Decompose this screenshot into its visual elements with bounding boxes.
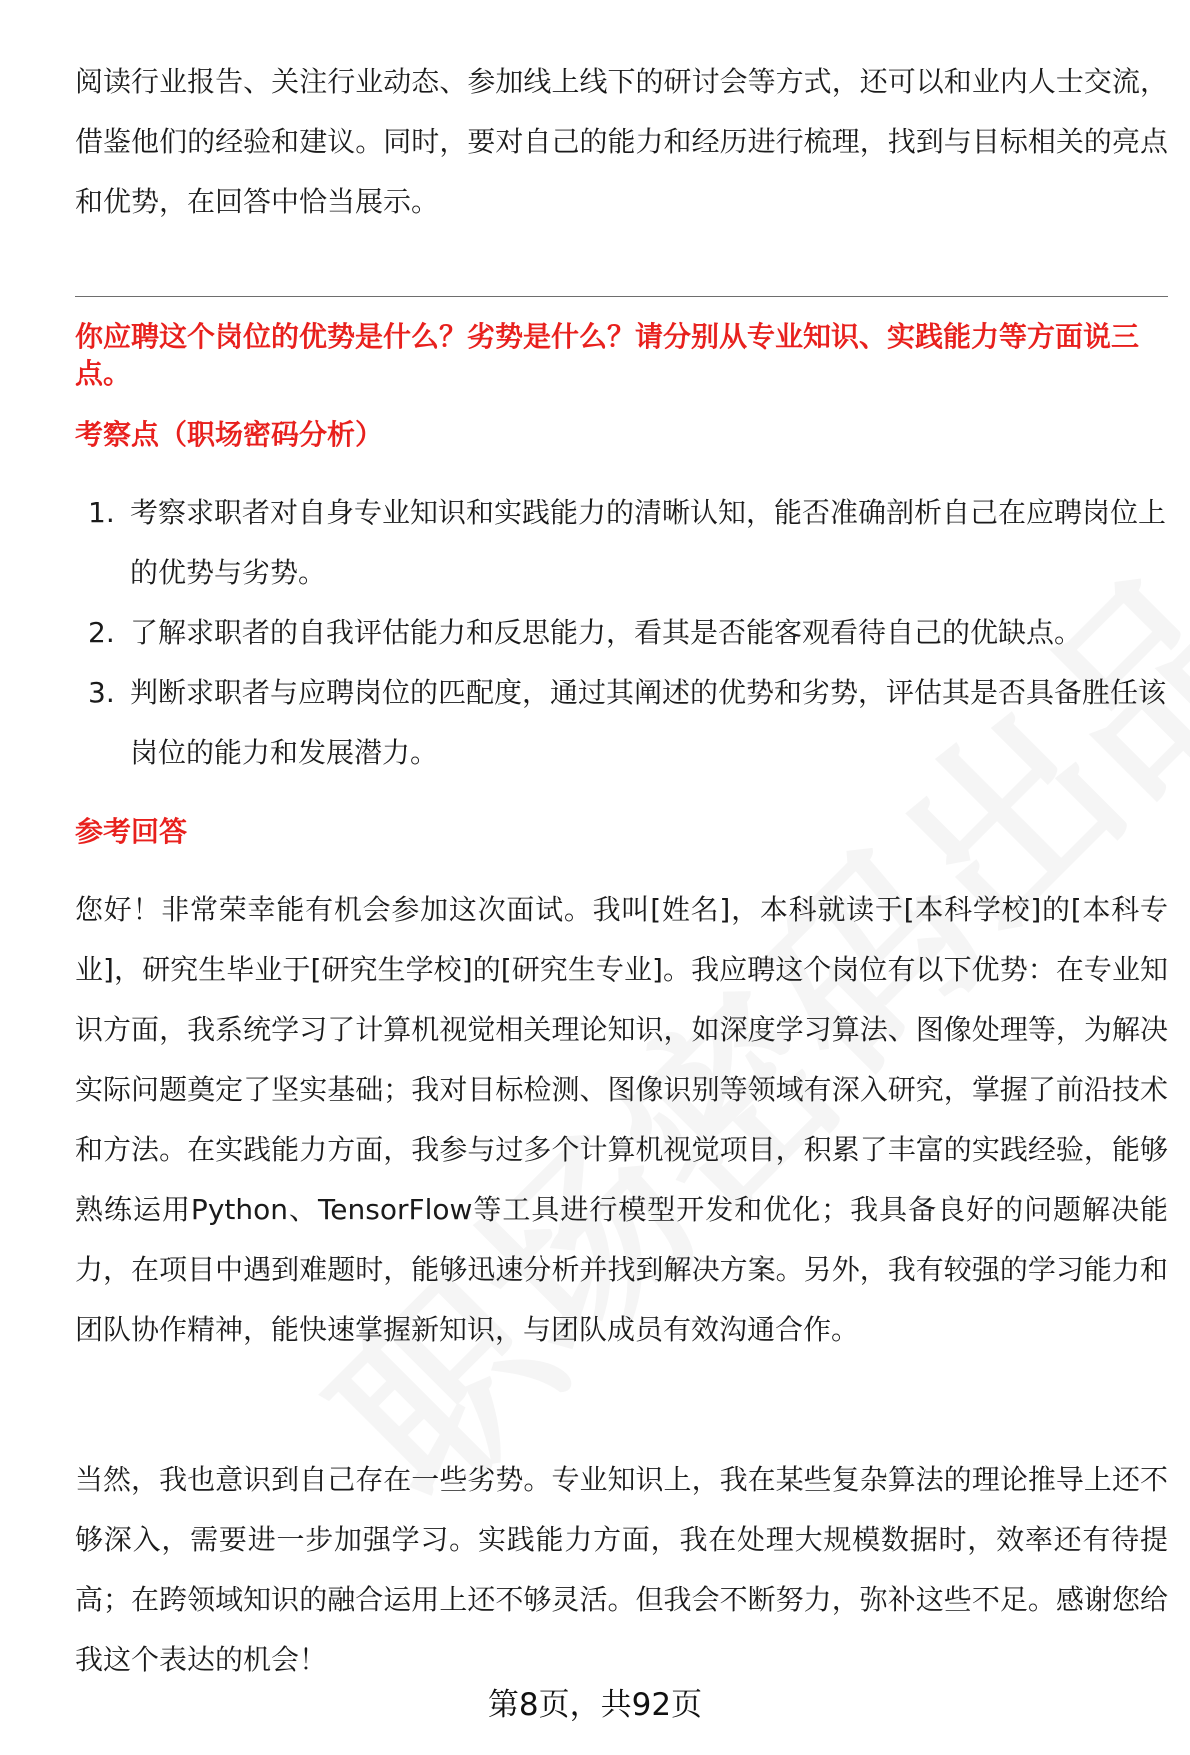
point-text: 判断求职者与应聘岗位的匹配度，通过其阐述的优势和劣势，评估其是否具备胜任该岗位的能力和发展潜力。: [130, 676, 1167, 769]
page-number: 第8页，共92页: [487, 1687, 703, 1723]
answer-paragraph: 当然，我也意识到自己存在一些劣势。专业知识上，我在某些复杂算法的理论推导上还不够深入，需要进一步加强学习。实践能力方面，我在处理大规模数据时，效率还有待提高；在跨领域知识的融合运用上还不够灵活。但我会不断努力，弥补这些不足。感谢您给我这个表达的机会！: [75, 1463, 1168, 1676]
analysis-point: [75, 603, 1168, 663]
section-divider: [75, 296, 1168, 297]
analysis-point: [75, 483, 1168, 603]
analysis-heading: 考察点（职场密码分析）: [75, 418, 384, 451]
analysis-point: [75, 663, 1168, 783]
analysis-list: [75, 483, 1168, 783]
point-number: 3.: [88, 676, 115, 709]
point-text: 了解求职者的自我评估能力和反思能力，看其是否能客观看待自己的优缺点。: [130, 616, 1083, 649]
intro-paragraph: 阅读行业报告、关注行业动态、参加线上线下的研讨会等方式，还可以和业内人士交流，借鉴他们的经验和建议。同时，要对自己的能力和经历进行梳理，找到与目标相关的亮点和优势，在回答中恰当展示。: [75, 65, 1168, 218]
answer-paragraph: 您好！非常荣幸能有机会参加这次面试。我叫[姓名]，本科就读于[本科学校]的[本科专业]，研究生毕业于[研究生学校]的[研究生专业]。我应聘这个岗位有以下优势：在专业知识方面，我系统学习了计算机视觉相关理论知识，如深度学习算法、图像处理等，为解决实际问题奠定了坚实基础；我对目标检测、图像识别等领域有深入研究，掌握了前沿技术和方法。在实践能力方面，我参与过多个计算机视觉项目，积累了丰富的实践经验，能够熟练运用Python、TensorFlow等工具进行模型开发和优化；我具备良好的问题解决能力，在项目中遇到难题时，能够迅速分析并找到解决方案。另外，我有较强的学习能力和团队协作精神，能快速掌握新知识，与团队成员有效沟通合作。: [75, 893, 1168, 1346]
point-number: 1.: [88, 496, 115, 529]
answer-heading: 参考回答: [75, 815, 188, 848]
point-number: 2.: [88, 616, 115, 649]
question-title: 你应聘这个岗位的优势是什么？劣势是什么？请分别从专业知识、实践能力等方面说三点。: [75, 320, 1140, 390]
point-text: 考察求职者对自身专业知识和实践能力的清晰认知，能否准确剖析自己在应聘岗位上的优势与劣势。: [130, 496, 1167, 589]
